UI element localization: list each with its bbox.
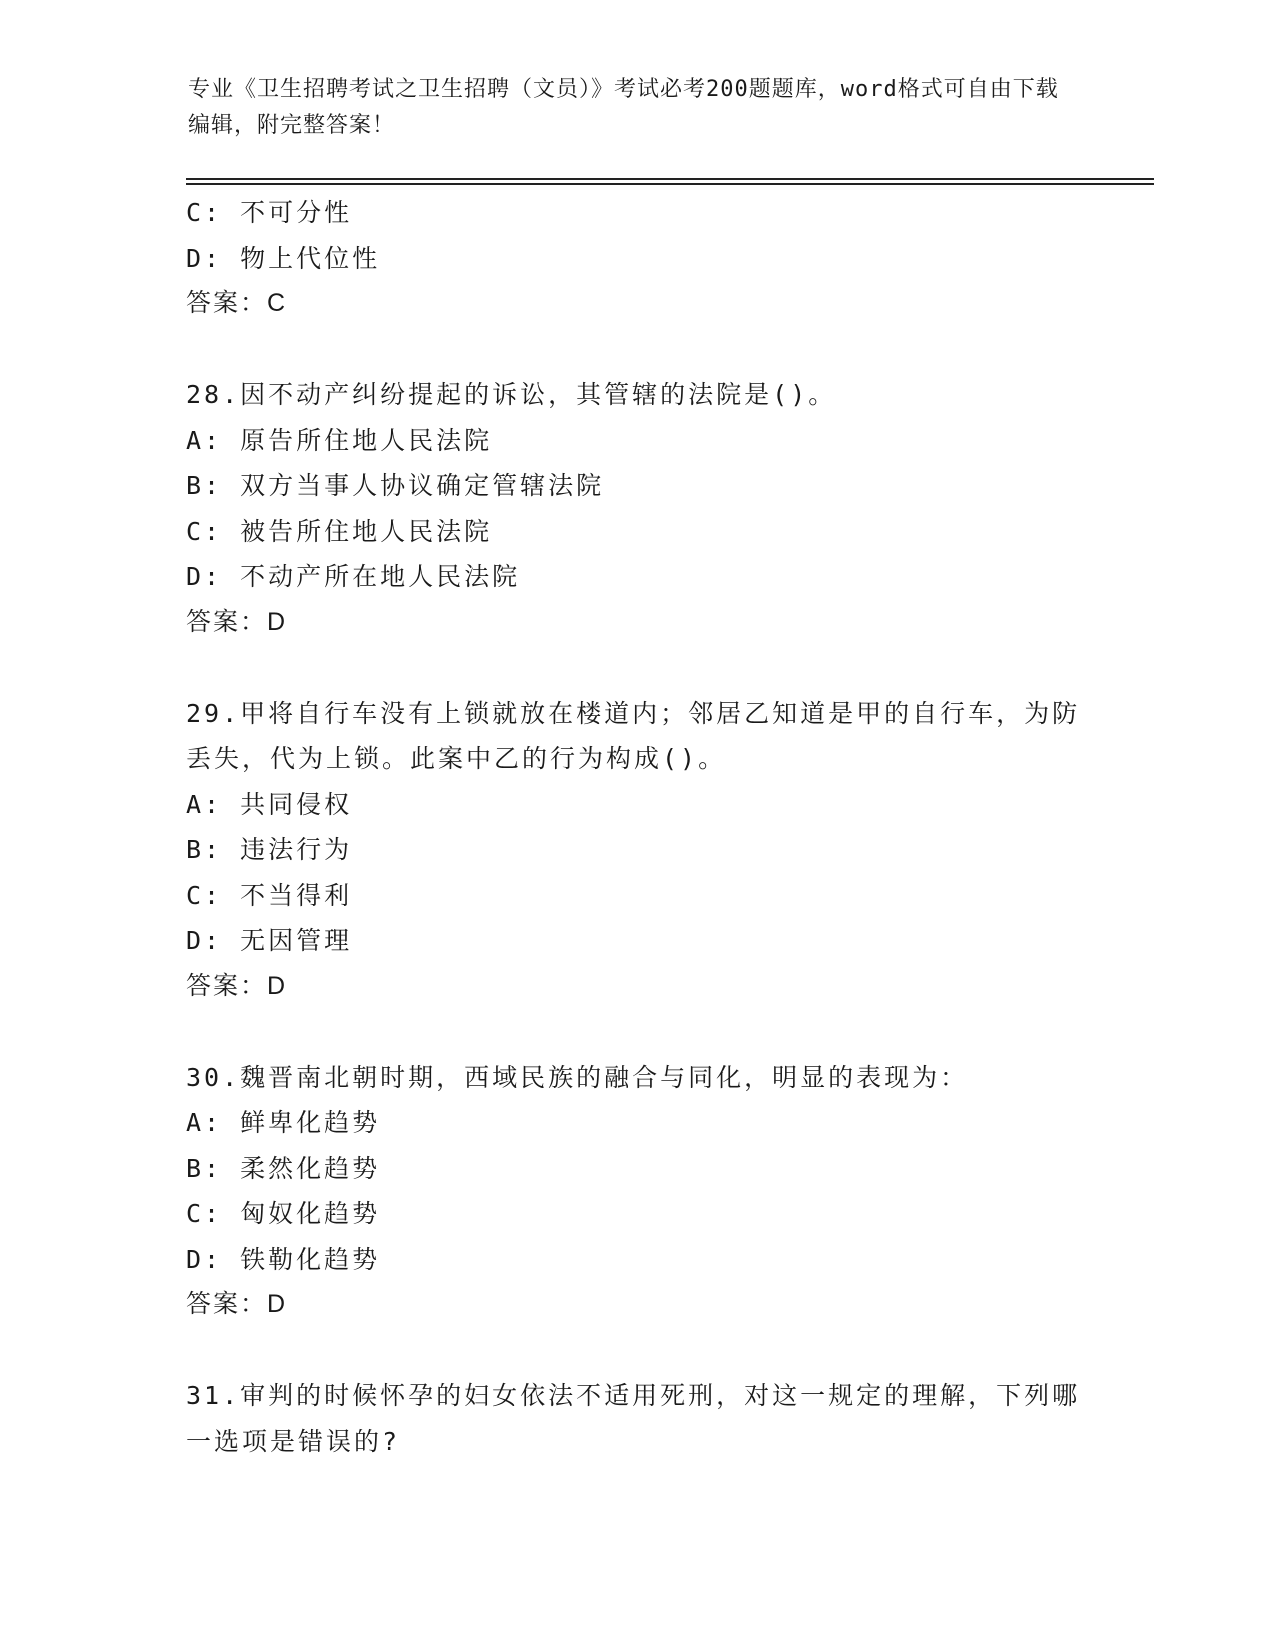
option-a: A: 共同侵权 bbox=[186, 789, 353, 819]
spacer bbox=[186, 327, 1086, 373]
option-d: D: 不动产所在地人民法院 bbox=[186, 562, 521, 591]
question-30 bbox=[186, 1055, 1086, 1328]
header-rule-bottom bbox=[186, 183, 1154, 185]
question-28 bbox=[186, 372, 1086, 645]
spacer bbox=[186, 1328, 1086, 1374]
option-c: C: 匈奴化趋势 bbox=[186, 1199, 381, 1228]
answer: 答案：C bbox=[186, 289, 288, 317]
question-list bbox=[186, 190, 1086, 1464]
option-d: D: 无因管理 bbox=[186, 926, 353, 955]
option-b: B: 违法行为 bbox=[186, 835, 353, 864]
question-text: 30.魏晋南北朝时期，西域民族的融合与同化，明显的表现为： bbox=[186, 1062, 969, 1092]
option-d: D: 铁勒化趋势 bbox=[186, 1244, 381, 1274]
answer: 答案：D bbox=[186, 971, 288, 1000]
option-c: C: 不可分性 bbox=[186, 198, 353, 227]
spacer bbox=[186, 645, 1086, 691]
question-text: 31.审判的时候怀孕的妇女依法不适用死刑，对这一规定的理解，下列哪一选项是错误的? bbox=[186, 1381, 1081, 1456]
document-header: 专业《卫生招聘考试之卫生招聘（文员）》考试必考200题题库，word格式可自由下载编辑，附完整答案！ bbox=[188, 77, 1059, 138]
answer: 答案：D bbox=[186, 1290, 288, 1318]
question-29 bbox=[186, 691, 1086, 1010]
question-31 bbox=[186, 1373, 1086, 1464]
answer: 答案：D bbox=[186, 607, 288, 636]
question-27-continued bbox=[186, 190, 1086, 327]
option-d: D: 物上代位性 bbox=[186, 243, 381, 273]
spacer bbox=[186, 1009, 1086, 1055]
question-text: 28.因不动产纠纷提起的诉讼，其管辖的法院是()。 bbox=[186, 380, 837, 409]
option-b: B: 双方当事人协议确定管辖法院 bbox=[186, 471, 605, 500]
option-a: A: 原告所住地人民法院 bbox=[186, 425, 493, 455]
option-c: C: 不当得利 bbox=[186, 880, 353, 910]
option-b: B: 柔然化趋势 bbox=[186, 1153, 381, 1183]
option-a: A: 鲜卑化趋势 bbox=[186, 1108, 381, 1137]
option-c: C: 被告所住地人民法院 bbox=[186, 516, 493, 546]
question-text: 29.甲将自行车没有上锁就放在楼道内；邻居乙知道是甲的自行车，为防丢失，代为上锁。此案中乙的行为构成()。 bbox=[186, 698, 1081, 773]
header-rule-top bbox=[186, 178, 1154, 180]
